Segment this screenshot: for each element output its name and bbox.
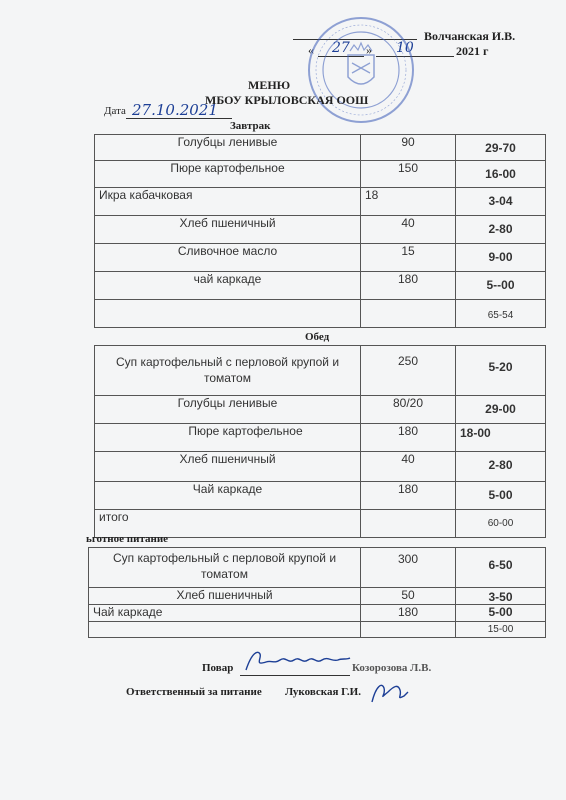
dish-name: Икра кабачковая — [95, 188, 361, 216]
table-row-total — [95, 300, 546, 328]
dish-name: Суп картофельный с перловой крупой и томатом — [89, 548, 361, 588]
table-row — [95, 424, 546, 452]
table-row — [89, 548, 546, 588]
total-label: итого — [95, 510, 361, 538]
dish-price: 3-50 — [456, 588, 546, 605]
dish-qty — [361, 622, 456, 638]
dish-price: 3-04 — [456, 188, 546, 216]
school-name: МБОУ КРЫЛОВСКАЯ ООШ — [205, 93, 369, 107]
dish-name: Хлеб пшеничный — [95, 452, 361, 482]
table-row — [95, 396, 546, 424]
dish-name — [89, 622, 361, 638]
dish-qty: 180 — [361, 272, 456, 300]
dish-name: Суп картофельный с перловой крупой и томатом — [95, 346, 361, 396]
dish-price: 18-00 — [456, 424, 546, 452]
total-price: 65-54 — [456, 300, 546, 328]
benefit-title: ьготное питание — [86, 533, 169, 545]
table-row — [95, 135, 546, 161]
dish-qty: 180 — [361, 605, 456, 622]
dish-price: 6-50 — [456, 548, 546, 588]
responsible-signature — [368, 680, 410, 706]
breakfast-table — [94, 134, 546, 328]
date-month: 10 — [396, 40, 414, 56]
cook-signature-line — [240, 675, 350, 676]
breakfast-title: Завтрак — [230, 120, 271, 132]
dish-price: 5-00 — [456, 482, 546, 510]
cook-signature — [242, 648, 354, 674]
dish-price: 29-70 — [456, 135, 546, 161]
dish-qty: 180 — [361, 482, 456, 510]
dish-name: Голубцы ленивые — [95, 396, 361, 424]
dish-qty: 40 — [361, 452, 456, 482]
date-day: 27 — [332, 40, 350, 56]
dish-qty — [361, 510, 456, 538]
dish-name: Хлеб пшеничный — [89, 588, 361, 605]
table-row — [89, 588, 546, 605]
dish-qty: 250 — [361, 346, 456, 396]
dish-qty: 300 — [361, 548, 456, 588]
table-row — [95, 452, 546, 482]
table-row — [95, 272, 546, 300]
dish-price: 5-20 — [456, 346, 546, 396]
dish-qty: 15 — [361, 244, 456, 272]
responsible-label: Ответственный за питание — [126, 686, 262, 698]
total-price: 60-00 — [456, 510, 546, 538]
dish-qty — [361, 300, 456, 328]
table-row — [89, 605, 546, 622]
dish-name: Голубцы ленивые — [95, 135, 361, 161]
menu-title: МЕНЮ — [248, 78, 291, 92]
dish-name — [95, 300, 361, 328]
dish-price: 16-00 — [456, 161, 546, 188]
lunch-table — [94, 345, 546, 538]
dish-qty: 18 — [361, 188, 456, 216]
dish-name: Чай каркаде — [89, 605, 361, 622]
approver-name: Волчанская И.В. — [424, 29, 516, 43]
dish-name: чай каркаде — [95, 272, 361, 300]
table-row — [95, 482, 546, 510]
table-row-total — [89, 622, 546, 638]
lunch-title: Обед — [305, 331, 330, 343]
table-row — [95, 161, 546, 188]
dish-price: 5--00 — [456, 272, 546, 300]
date-label: Дата — [104, 105, 126, 117]
dish-qty: 180 — [361, 424, 456, 452]
date-quote-open: « — [308, 43, 314, 57]
total-price: 15-00 — [456, 622, 546, 638]
dish-qty: 50 — [361, 588, 456, 605]
dish-name: Пюре картофельное — [95, 161, 361, 188]
dish-price: 5-00 — [456, 605, 546, 622]
responsible-name: Луковская Г.И. — [285, 686, 361, 698]
dish-qty: 40 — [361, 216, 456, 244]
dish-price: 2-80 — [456, 216, 546, 244]
dish-name: Хлеб пшеничный — [95, 216, 361, 244]
dish-name: Чай каркаде — [95, 482, 361, 510]
cook-label: Повар — [202, 662, 234, 674]
dish-price: 2-80 — [456, 452, 546, 482]
dish-name: Пюре картофельное — [95, 424, 361, 452]
dish-qty: 80/20 — [361, 396, 456, 424]
date-quote-close: » — [366, 43, 372, 57]
date-value: 27.10.2021 — [132, 101, 218, 119]
school-stamp — [306, 15, 416, 125]
table-row — [95, 346, 546, 396]
date-year: 2021 г — [456, 44, 489, 58]
benefit-table — [88, 547, 546, 638]
table-row — [95, 216, 546, 244]
dish-price: 9-00 — [456, 244, 546, 272]
cook-name: Козорозова Л.В. — [352, 662, 432, 674]
dish-name: Сливочное масло — [95, 244, 361, 272]
table-row — [95, 244, 546, 272]
dish-qty: 90 — [361, 135, 456, 161]
dish-price: 29-00 — [456, 396, 546, 424]
table-row — [95, 188, 546, 216]
dish-qty: 150 — [361, 161, 456, 188]
